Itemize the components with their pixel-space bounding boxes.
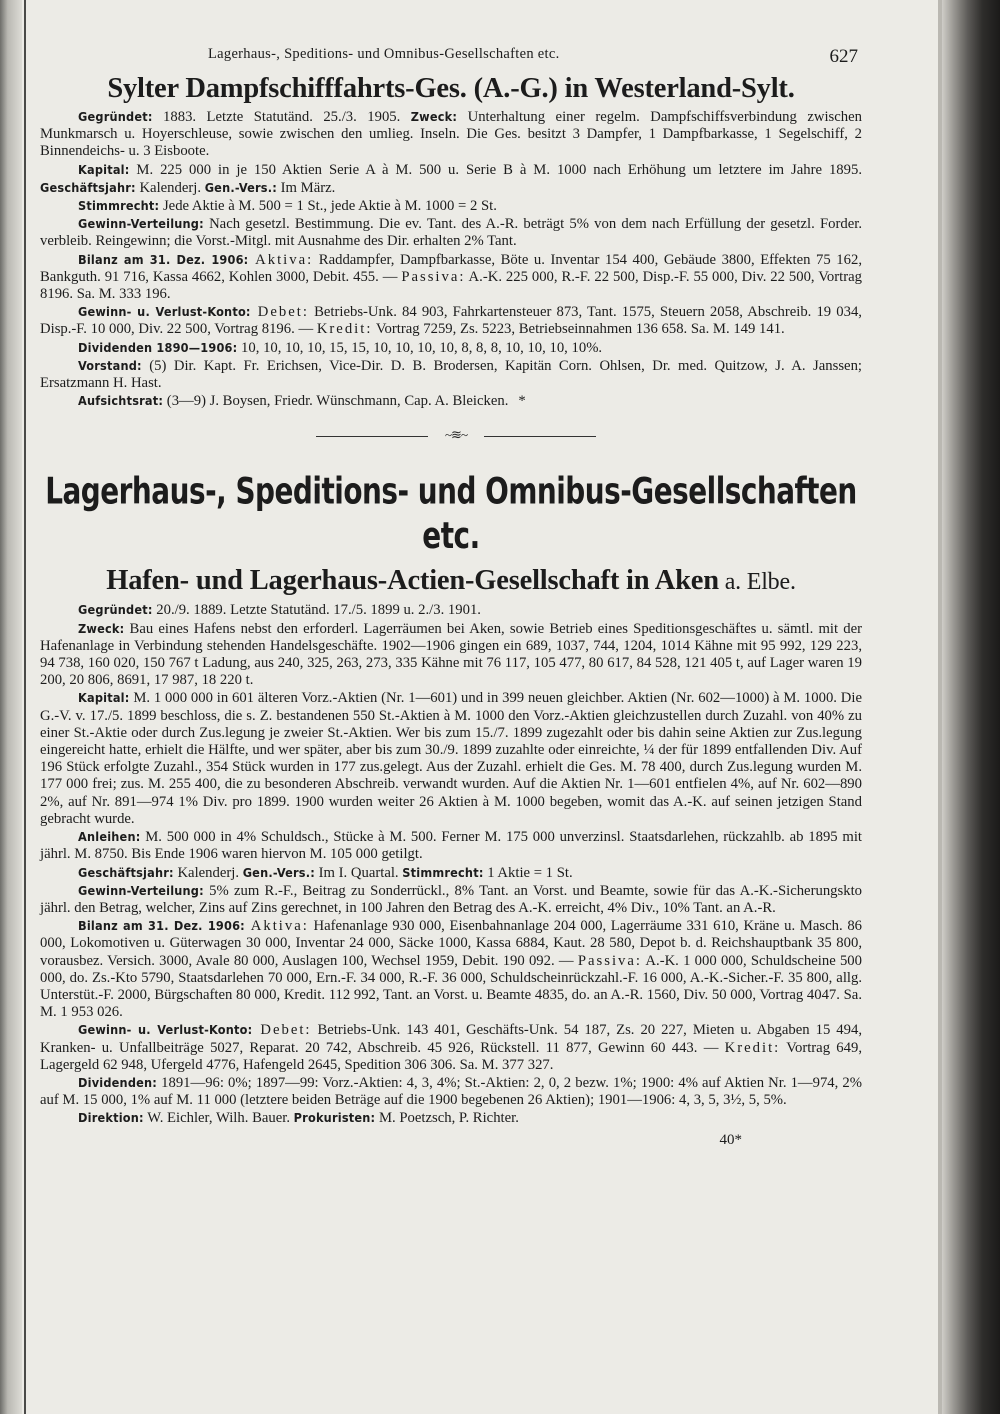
entry-text: M. 1 000 000 in 601 älteren Vorz.-Aktien (Nr. 1—601) und in 399 neuen gleichber. Aktien (Nr. 602—1000) à M. 1000. Die G.-V. v. 17./5. 1899 beschloss, die s. Z. bestandenen 550 St.-Aktien à M. 1000 den Vorz.-Aktien gleichzustellen durch Zuzahl. von 40% zu einer St.-Aktie oder durch Zus.legung je zweier St.-Aktien. Wer bis zum 15./7. 1899 zugezahlt oder bis dahin seine Aktien zur Zus.legung eingereicht hatte, erhielt die Hälfte, und wer später, aber bis zum 30./9. 1899 zuzahlte oder einreichte, ¼ der für 1899 entfallenden Div. Auf 196 Stück erfolgte Zuzahl., 354 Stück wurden in 177 zus.gelegt. Aus der Zuzahl. erhielt die Ges. M. 78 400, durch Zus.legung wurden M. 177 000 frei; zus. M. 255 400, die zu besonderen Abschreib. verwandt wurden. Auf die Aktien Nr. 1—601 entfielen 4%, auf Nr. 602—890 2%, auf Nr. 891—974 1% Div. pro 1899. 1900 wurden weiter 26 Aktien à M. 1000 begeben, womit das A.-K. auf seinen jetzigen Stand gebracht wurde. bbox=[40, 690, 862, 827]
entry-paragraph bbox=[40, 1021, 862, 1074]
entry-keyword: Direktion: bbox=[78, 1110, 144, 1126]
entry-keyword: Gen.-Vers.: bbox=[242, 864, 315, 880]
page-right-margin bbox=[938, 0, 942, 1414]
entry-text: 20./9. 1889. Letzte Statutänd. 17./5. 1899 u. 2./3. 1901. bbox=[152, 602, 481, 619]
entry-text: W. Eichler, Wilh. Bauer. bbox=[143, 1110, 294, 1127]
entry-text: A.-K. 225 000, R.-F. 22 500, Disp.-F. 55 000, Div. 22 500, Vortrag 8196. Sa. M. 333 196. bbox=[40, 268, 863, 303]
entry-paragraph bbox=[40, 917, 862, 1021]
running-header-title: Lagerhaus-, Speditions- und Omnibus-Gesellschaften etc. bbox=[208, 46, 560, 62]
entry-paragraph bbox=[40, 1074, 862, 1109]
entry-paragraph bbox=[40, 689, 862, 828]
entry-text: (3—9) J. Boysen, Friedr. Wünschmann, Cap. A. Bleicken. bbox=[163, 393, 509, 410]
entry-text: 5% zum R.-F., Beitrag zu Sonderrückl., 8% Tant. an Vorst. und Beamte, sowie für das A.-K.-Sicherungskto jährl. den Betrag, welcher, Zins auf Zins gerechnet, in 100 Jahren den Betrag des A.-K. erreicht, 4% Div., 10% Tant. an A.-R. bbox=[40, 882, 862, 916]
entry-text: (5) Dir. Kapt. Fr. Erichsen, Vice-Dir. D. B. Brodersen, Kapitän Corn. Ohlsen, Dr. med. Quitzow, J. A. Janssen; Ersatzmann H. Hast. bbox=[40, 357, 862, 392]
entry-spaced-label: Kredit: bbox=[316, 321, 373, 338]
divider-ornament: ~≋~ bbox=[445, 427, 467, 443]
company-title-aken bbox=[40, 564, 862, 599]
entry-spaced-label: Passiva: bbox=[401, 268, 466, 285]
entry-paragraph bbox=[40, 197, 862, 215]
entry-keyword: Gewinn- u. Verlust-Konto: bbox=[78, 304, 251, 320]
entry-keyword: Gegründet: bbox=[78, 109, 153, 124]
entry-keyword: Kapital: bbox=[78, 161, 130, 177]
entry-text: M. 225 000 in je 150 Aktien Serie A à M. 500 u. Serie B à M. 1000 nach Erhöhung um letztere im Jahre 1895. bbox=[129, 161, 862, 178]
entry-text: 1 Aktie = 1 St. bbox=[483, 864, 573, 881]
page-left-shadow bbox=[0, 0, 22, 1414]
entry-text: Im März. bbox=[276, 179, 336, 196]
entry-keyword: Kapital: bbox=[78, 690, 130, 706]
entry-text: 1891—96: 0%; 1897—99: Vorz.-Aktien: 4, 3, 4%; St.-Aktien: 2, 0, 2 bezw. 1%; 1900: 4% auf Aktien Nr. 1—974, 2% auf M. 15 000, 1% auf M. 11 000 (letztere beiden Beträge auf die 1900 begebenen 26 Aktien); 1901—1906: 4, 3, 5, 3½, 5, 5%. bbox=[40, 1074, 862, 1109]
entry-text: 1883. Letzte Statutänd. 25./3. 1905. bbox=[152, 109, 411, 125]
entry-text: Raddampfer, Dampfbarkasse, Böte u. Inventar 154 400, Gebäude 3800, Effekten 75 162, Bankguth. 91 716, Kassa 4662, Kohlen 3000, Debit. 455. — bbox=[40, 251, 862, 285]
entry-keyword: Geschäftsjahr: bbox=[40, 179, 136, 195]
entry-spaced-label: Kredit: bbox=[724, 1039, 781, 1056]
entry-paragraph bbox=[40, 392, 862, 410]
divider-line-left bbox=[316, 436, 428, 437]
entry-text: Unterhaltung einer regelm. Dampfschiffsverbindung zwischen Munkmarsch u. Hoyerschleuse, sowie zwischen den umlieg. Inseln. Die Ges. besitzt 3 Dampfer, 1 Dampfbarkasse, 1 Segelschiff, 2 Binnendeichs- u. 3 Eisboote. bbox=[40, 109, 862, 160]
entry-text: 10, 10, 10, 10, 15, 15, 10, 10, 10, 10, 8, 8, 8, 10, 10, 10, 10%. bbox=[237, 339, 603, 356]
entry-paragraph bbox=[40, 303, 862, 338]
section-divider bbox=[40, 410, 862, 464]
footer-signature: 40* bbox=[719, 1131, 742, 1148]
entry-text: Im I. Quartal. bbox=[314, 864, 403, 881]
entry-paragraph bbox=[40, 601, 862, 619]
entry-keyword: Zweck: bbox=[78, 620, 125, 636]
entry-keyword: Bilanz am 31. Dez. 1906: bbox=[78, 918, 245, 934]
page-left-rule bbox=[24, 0, 26, 1414]
entry-spaced-label: Debet: bbox=[252, 1022, 312, 1039]
entry-text: Betriebs-Unk. 143 401, Geschäfts-Unk. 54 187, Zs. 20 227, Mieten u. Abgaben 15 494, Kranken- u. Unfallbeiträge 5027, Reparat. 20 742, Abschreib. 45 926, Rückstell. 11 877, Gewinn 60 443. — bbox=[40, 1022, 862, 1056]
entry-keyword: Stimmrecht: bbox=[402, 864, 484, 880]
entry-keyword: Geschäftsjahr: bbox=[78, 864, 174, 880]
entry-text: Kalenderj. bbox=[173, 864, 243, 881]
entry-keyword: Bilanz am 31. Dez. 1906: bbox=[78, 251, 249, 267]
entry-spaced-label: Aktiva: bbox=[244, 918, 309, 935]
entry-text: A.-K. 1 000 000, Schuldscheine 500 000, do. Zs.-Kto 5790, Staatsdarlehen 70 000, Ern.-F. 34 000, R.-F. 36 000, Schuldscheinrückzahl.-F. 16 000, A.-K.-Sicher.-F. 35 800, allg. Unterstüt.-F. 2000, Bürgschaften 80 000, Kredit. 112 992, Tant. an Vorst. u. Beamte 4835, do. an A.-R. 1560, Div. 50 000, Vortrag 4047. Sa. M. 1 953 026. bbox=[40, 952, 862, 1021]
entry-paragraph bbox=[40, 339, 862, 357]
entry-keyword: Dividenden 1890—1906: bbox=[78, 339, 238, 355]
entry-text: M. 500 000 in 4% Schuldsch., Stücke à M. 500. Ferner M. 175 000 unverzinsl. Staatsdarlehen, rückzahlb. ab 1895 mit jährl. M. 8750. Bis Ende 1906 waren hiervon M. 105 000 getilgt. bbox=[40, 829, 862, 863]
entry-keyword: Anleihen: bbox=[78, 829, 141, 845]
entry-text: M. Poetzsch, P. Richter. bbox=[375, 1110, 519, 1127]
entry-text: Jede Aktie à M. 500 = 1 St., jede Aktie à M. 1000 = 2 St. bbox=[159, 198, 497, 215]
company-title-sylter: Sylter Dampfschifffahrts-Ges. (A.-G.) in Westerland-Sylt. bbox=[107, 73, 795, 104]
entry-keyword: Aufsichtsrat: bbox=[78, 393, 164, 409]
entry-paragraph bbox=[40, 882, 862, 917]
entry-keyword: Gegründet: bbox=[78, 602, 153, 618]
running-header bbox=[40, 38, 862, 72]
entry-paragraph bbox=[40, 215, 862, 250]
entry-paragraph bbox=[40, 251, 862, 304]
asterisk-mark: * bbox=[518, 393, 526, 410]
company-title-aken-place: a. Elbe. bbox=[718, 569, 796, 596]
entry-paragraph bbox=[40, 1109, 862, 1127]
entry-paragraph bbox=[40, 864, 862, 882]
entry-spaced-label: Aktiva: bbox=[248, 251, 314, 268]
document-page bbox=[40, 38, 862, 1398]
entry-keyword: Vorstand: bbox=[78, 357, 142, 373]
entry-spaced-label: Passiva: bbox=[577, 952, 642, 969]
section-title: Lagerhaus-, Speditions- und Omnibus-Gesellschaften etc. bbox=[45, 470, 857, 559]
company-title-aken-main: Hafen- und Lagerhaus-Actien-Gesellschaft in Aken bbox=[106, 565, 719, 597]
entry-keyword: Gewinn-Verteilung: bbox=[78, 882, 204, 898]
entry-text: Hafenanlage 930 000, Eisenbahnanlage 204 000, Lagerräume 331 610, Kräne u. Masch. 86 000, Lokomotiven u. Güterwagen 30 000, Inventar 24 000, Säcke 1000, Kassa 6884, Kaut. 28 580, Depot b. d. Reichshauptbank 35 800, vorausbez. Versich. 3000, Avale 80 000, Auslagen 100, Wechsel 1959, Debit. 190 092. — bbox=[40, 918, 863, 969]
book-binding-edge bbox=[942, 0, 1000, 1414]
entry-keyword: Zweck: bbox=[410, 109, 458, 124]
entry-paragraph bbox=[40, 161, 862, 197]
entry-paragraph bbox=[40, 108, 862, 161]
entry-paragraph bbox=[40, 620, 862, 690]
company-entry-sylter bbox=[40, 108, 862, 410]
entry-text: Vortrag 649, Lagergeld 62 948, Ufergeld 4776, Hafengeld 2645, Spedition 306 306. Sa. M. 377 327. bbox=[40, 1039, 863, 1073]
entry-text: Nach gesetzl. Bestimmung. Die ev. Tant. des A.-R. beträgt 5% von dem nach Erfüllung der gesetzl. Forder. verbleib. Reingewinn; die Vorst.-Mitgl. mit Ausnahme des Dir. erhalten 2% Tant. bbox=[40, 216, 862, 250]
entry-keyword: Prokuristen: bbox=[293, 1110, 376, 1126]
company-entry-aken bbox=[40, 601, 862, 1127]
entry-keyword: Stimmrecht: bbox=[78, 198, 160, 214]
divider-line-right bbox=[484, 436, 596, 437]
page-number: 627 bbox=[829, 46, 858, 67]
entry-paragraph bbox=[40, 828, 862, 863]
entry-paragraph bbox=[40, 357, 862, 392]
entry-keyword: Gewinn-Verteilung: bbox=[78, 216, 204, 232]
entry-text: Kalenderj. bbox=[135, 179, 205, 196]
entry-keyword: Gewinn- u. Verlust-Konto: bbox=[78, 1022, 253, 1038]
entry-text: Vortrag 7259, Zs. 5223, Betriebseinnahmen 136 658. Sa. M. 149 141. bbox=[372, 321, 785, 338]
entry-text: Betriebs-Unk. 84 903, Fahrkartensteuer 873, Tant. 1575, Steuern 2058, Abschreib. 19 034, Disp.-F. 10 000, Div. 22 500, Vortrag 8196. — bbox=[40, 304, 862, 338]
entry-text: Bau eines Hafens nebst den erforderl. Lagerräumen bei Aken, sowie Betrieb eines Speditionsgeschäftes u. sämtl. mit der Hafenanlage in Verbindung stehenden Handelsgeschäfte. 1902—1906 gingen ein 689, 1037, 744, 1204, 1014 Kähne mit 95 992, 129 223, 94 738, 160 020, 150 767 t Ladung, aus 240, 325, 263, 273, 335 Kähne mit 76 117, 105 477, 80 617, 84 528, 121 405 t, auf Lager waren 19 200, 20 806, 8691, 17 987, 18 220 t. bbox=[40, 620, 862, 689]
entry-spaced-label: Debet: bbox=[250, 304, 309, 321]
entry-keyword: Gen.-Vers.: bbox=[204, 179, 277, 195]
entry-keyword: Dividenden: bbox=[78, 1074, 158, 1090]
